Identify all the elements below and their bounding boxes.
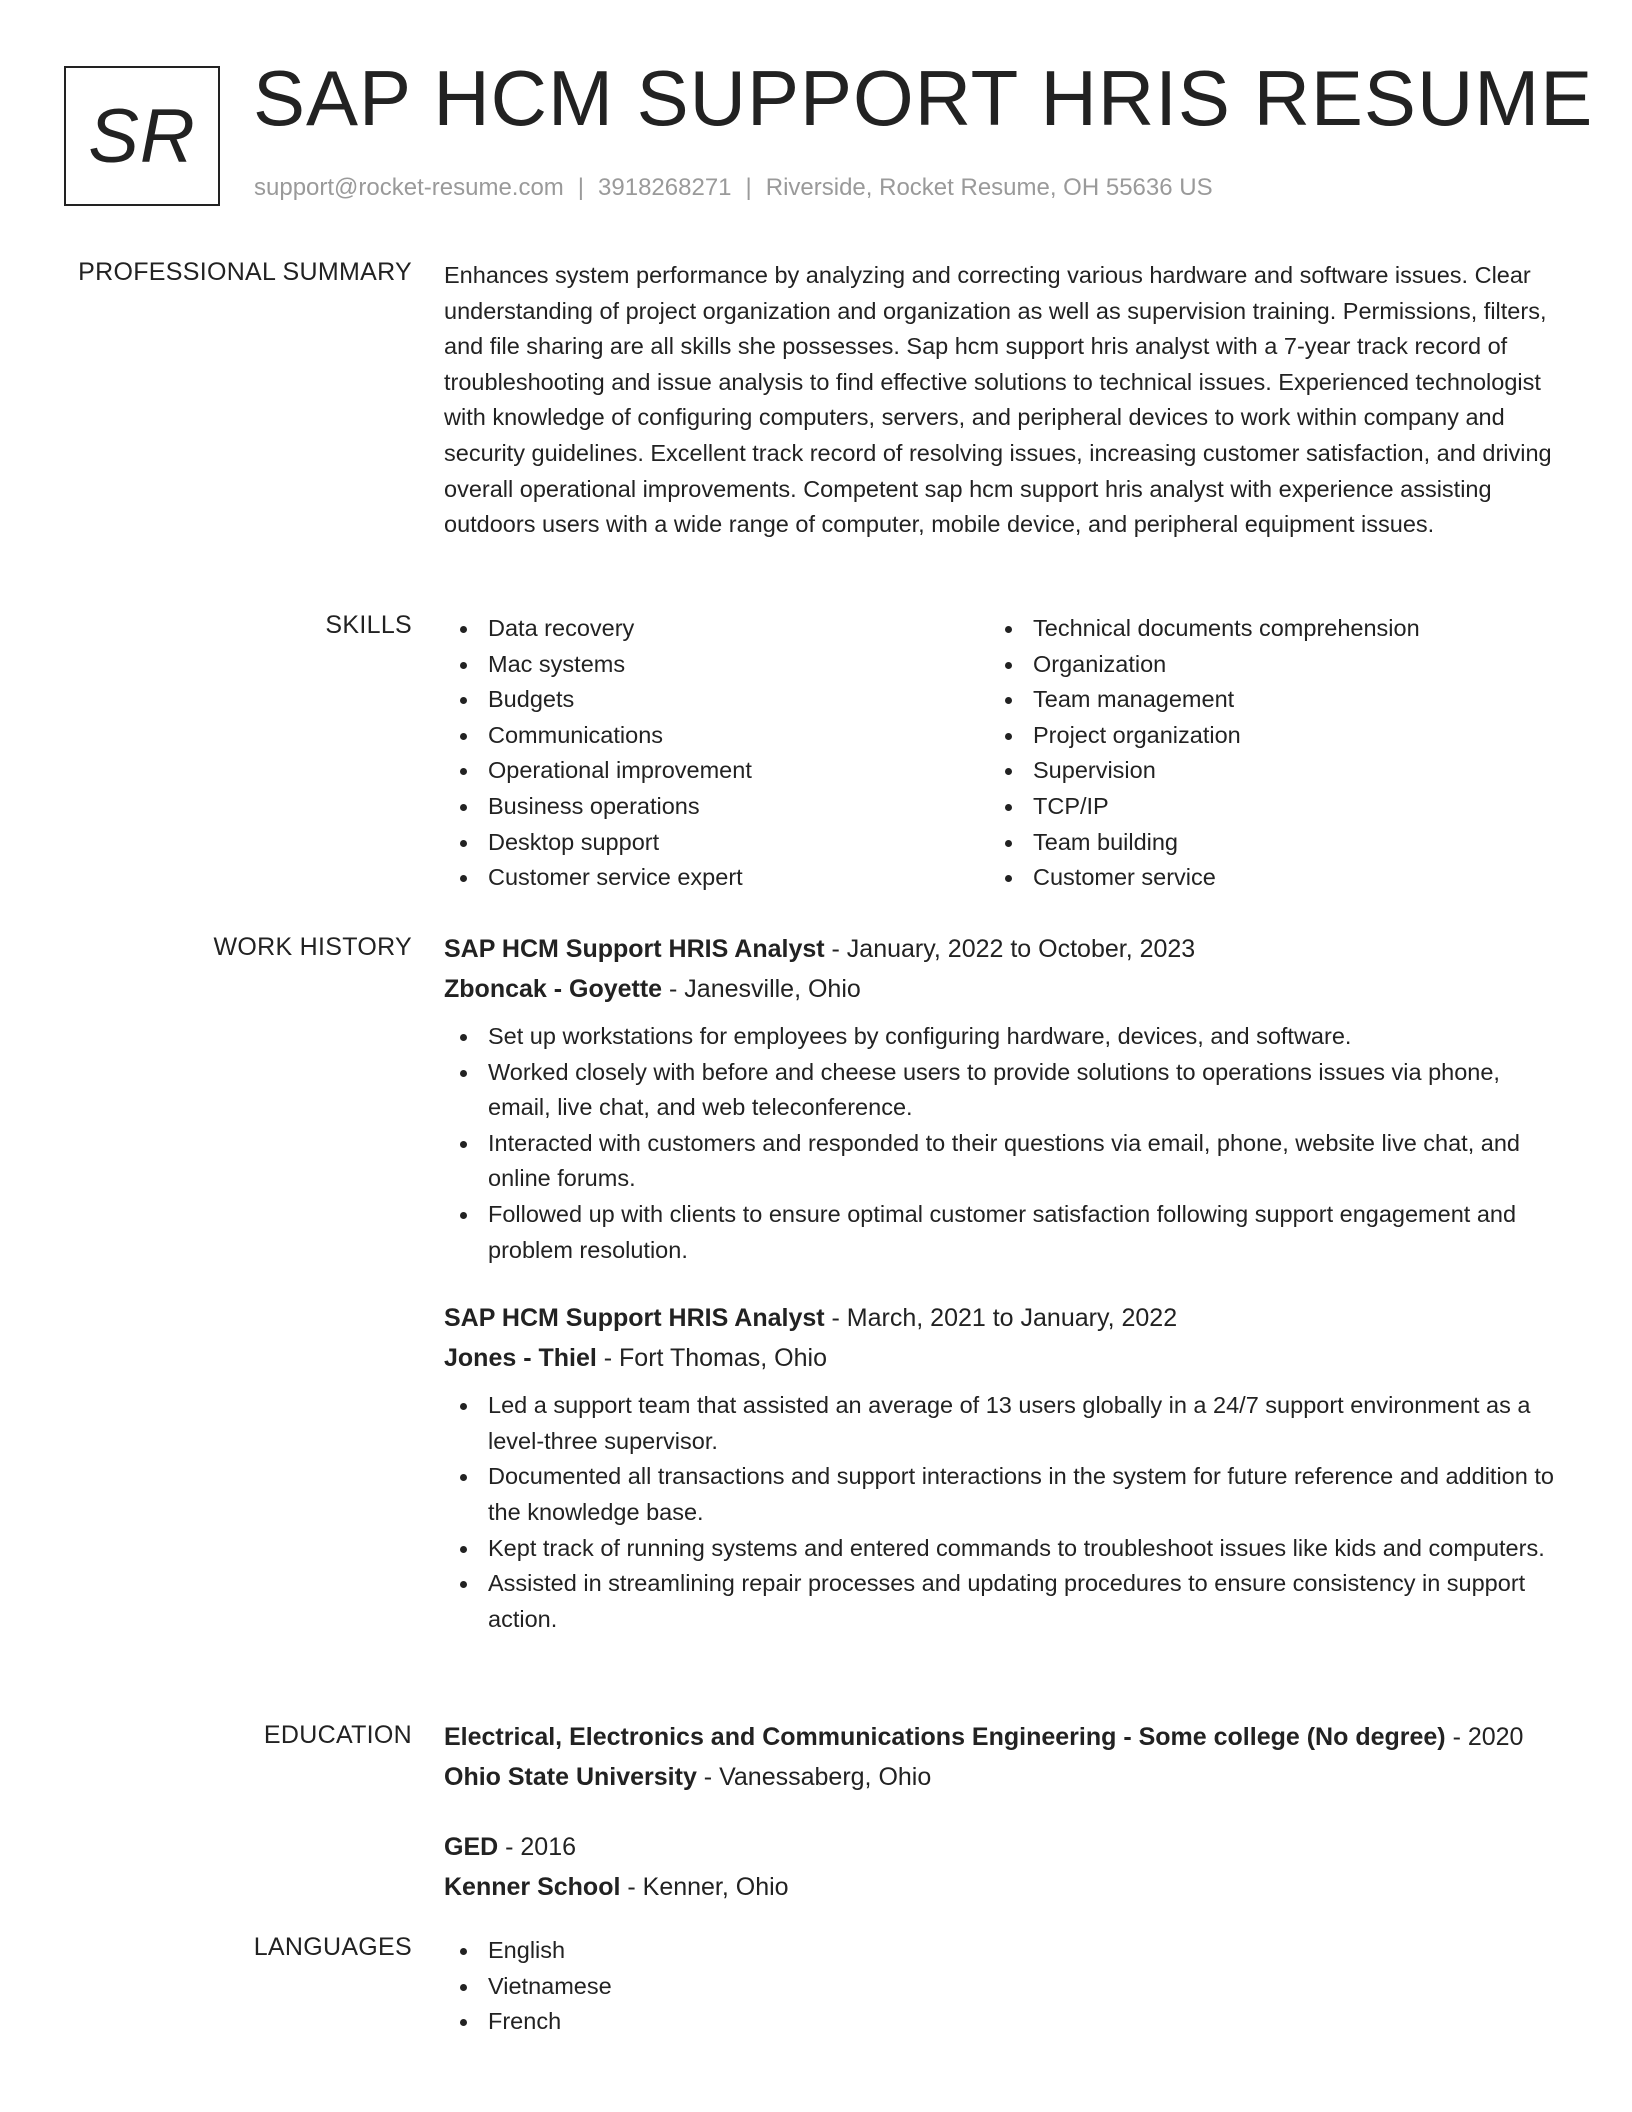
skill-item: Budgets (444, 682, 989, 718)
job-location: - Fort Thomas, Ohio (596, 1344, 827, 1373)
skill-item: Communications (444, 718, 989, 754)
skill-item: Technical documents comprehension (989, 611, 1534, 647)
contact-separator: | (745, 174, 752, 201)
skills-heading: SKILLS (325, 611, 412, 639)
education-degree: GED (444, 1833, 499, 1861)
work-history-heading: WORK HISTORY (213, 933, 412, 961)
contact-email[interactable]: support@rocket-resume.com (254, 174, 564, 201)
skill-item: Team building (989, 825, 1534, 861)
job-bullet: Interacted with customers and responded to their questions via email, phone, website live chat, and online forums. (444, 1126, 1554, 1197)
education-school-line (444, 1867, 1554, 1907)
education-degree: Electrical, Electronics and Communications Engineering - Some college (No degree) (444, 1723, 1446, 1751)
education-school: Kenner School (444, 1873, 621, 1901)
education-year: - 2016 (498, 1833, 577, 1861)
languages-heading: LANGUAGES (253, 1933, 412, 1961)
education-entry (444, 1827, 1554, 1907)
skill-item: Customer service (989, 860, 1534, 896)
language-item: French (444, 2004, 1554, 2040)
monogram-logo: SR (64, 66, 220, 206)
job-company-line (444, 1338, 1554, 1378)
education-year: - 2020 (1445, 1723, 1524, 1751)
skill-item: Team management (989, 682, 1534, 718)
summary-text: Enhances system performance by analyzing and correcting various hardware and software issues. Clear understanding of project organization and organization as well as supervision training. Permissions, filters, and file sharing are all skills she possesses. Sap hcm support hris analyst with a 7-year track record of troubleshooting and issue analysis to find effective solutions to technical issues. Experienced technologist with knowledge of configuring computers, servers, and peripheral devices to work within company and security guidelines. Excellent track record of resolving issues, increasing customer satisfaction, and driving overall operational improvements. Competent sap hcm support hris analyst with experience assisting outdoors users with a wide range of computer, mobile device, and peripheral equipment issues. (444, 262, 1552, 538)
job-title-line (444, 1298, 1554, 1338)
skill-item: Operational improvement (444, 753, 989, 789)
contact-address: Riverside, Rocket Resume, OH 55636 US (765, 174, 1213, 201)
education-heading: EDUCATION (263, 1721, 412, 1749)
skill-item: Desktop support (444, 825, 989, 861)
skill-item: Mac systems (444, 647, 989, 683)
contact-phone[interactable]: 3918268271 (598, 174, 732, 201)
contact-separator: | (577, 174, 585, 201)
language-item: Vietnamese (444, 1969, 1554, 2005)
education-degree-line (444, 1827, 1554, 1867)
job-bullet: Followed up with clients to ensure optimal customer satisfaction following support engagement and problem resolution. (444, 1197, 1554, 1268)
job-bullet: Assisted in streamlining repair processes and updating procedures to ensure consistency in support action. (444, 1566, 1554, 1637)
job-bullet: Worked closely with before and cheese users to provide solutions to operations issues via phone, email, live chat, and web teleconference. (444, 1055, 1554, 1126)
skills-list-right (989, 611, 1534, 896)
skill-item: Organization (989, 647, 1534, 683)
job-entry (444, 929, 1554, 1268)
skill-item: Data recovery (444, 611, 989, 647)
skill-item: Customer service expert (444, 860, 989, 896)
contact-line (254, 174, 1213, 202)
job-bullets (444, 1019, 1554, 1268)
job-title: SAP HCM Support HRIS Analyst (444, 1304, 825, 1333)
resume-title: SAP HCM SUPPORT HRIS RESUME (253, 54, 1594, 142)
job-company: Jones - Thiel (444, 1344, 597, 1373)
skill-item: Business operations (444, 789, 989, 825)
education-entry (444, 1717, 1554, 1797)
job-bullet: Led a support team that assisted an average of 13 users globally in a 24/7 support environment as a level-three supervisor. (444, 1388, 1554, 1459)
job-dates: - January, 2022 to October, 2023 (824, 935, 1196, 963)
job-company-line (444, 969, 1554, 1009)
education-degree-line (444, 1717, 1554, 1757)
skill-item: TCP/IP (989, 789, 1534, 825)
education-school-line (444, 1757, 1554, 1797)
job-title: SAP HCM Support HRIS Analyst (444, 935, 825, 963)
job-bullet: Kept track of running systems and entered commands to troubleshoot issues like kids and computers. (444, 1531, 1554, 1567)
skill-item: Supervision (989, 753, 1534, 789)
job-bullet: Set up workstations for employees by configuring hardware, devices, and software. (444, 1019, 1554, 1055)
languages-list (444, 1933, 1554, 2040)
skill-item: Project organization (989, 718, 1534, 754)
job-title-line (444, 929, 1554, 969)
job-company: Zboncak - Goyette (444, 975, 663, 1003)
job-location: - Janesville, Ohio (662, 975, 861, 1003)
job-dates: - March, 2021 to January, 2022 (824, 1304, 1178, 1333)
education-school: Ohio State University (444, 1763, 697, 1791)
summary-heading: PROFESSIONAL SUMMARY (78, 258, 412, 286)
job-entry (444, 1298, 1554, 1637)
job-bullets (444, 1388, 1554, 1637)
language-item: English (444, 1933, 1554, 1969)
job-bullet: Documented all transactions and support interactions in the system for future reference and addition to the knowledge base. (444, 1459, 1554, 1530)
education-location: - Kenner, Ohio (620, 1873, 789, 1901)
education-location: - Vanessaberg, Ohio (696, 1763, 932, 1791)
skills-list-left (444, 611, 989, 896)
